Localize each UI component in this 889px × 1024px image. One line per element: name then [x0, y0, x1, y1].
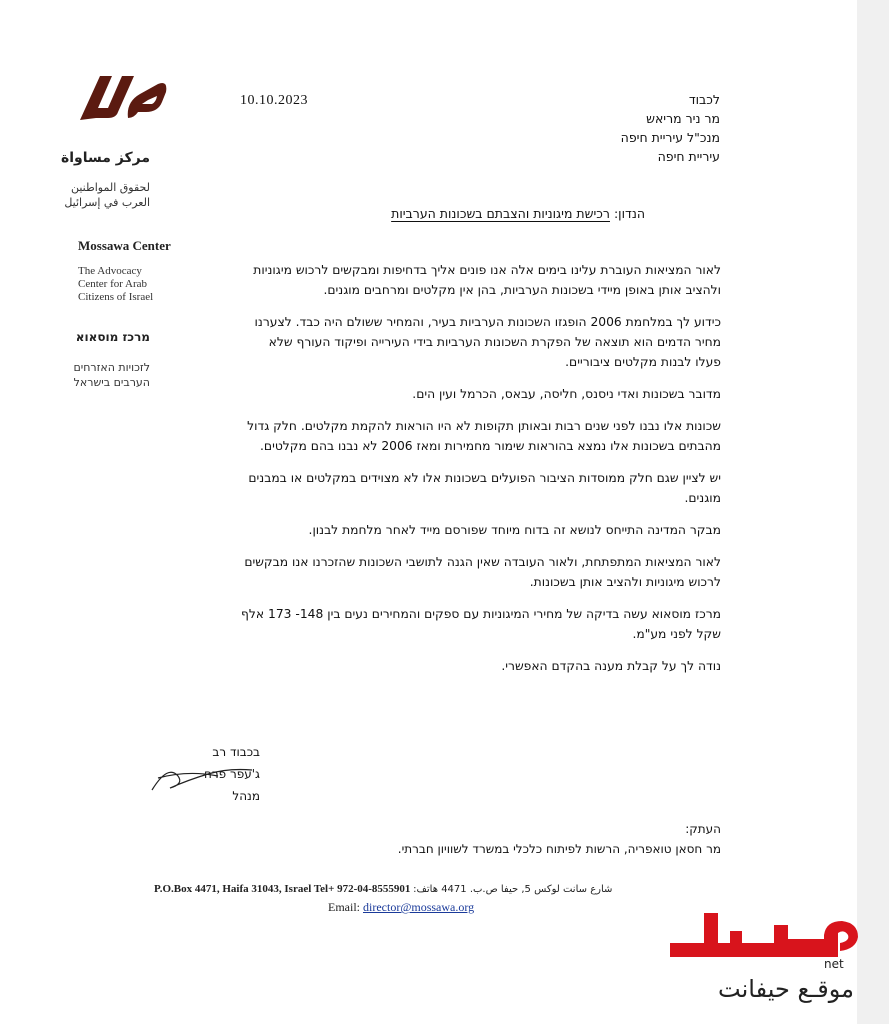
org-name-english: Mossawa Center: [78, 238, 171, 253]
org-subtitle-english-line: Citizens of Israel: [78, 291, 154, 303]
signature-name: ג'עפר פרח: [204, 767, 260, 781]
signature-closing: בכבוד רב: [212, 745, 260, 759]
body-paragraph: מדובר בשכונות ואדי ניסנס, חליסה, עבאס, הכרמל ועין הים.: [412, 387, 721, 401]
org-subtitle-hebrew: [30, 360, 150, 390]
org-subtitle-arabic: [30, 180, 150, 210]
org-subtitle-arabic-line: العرب في إسرائيل: [64, 196, 150, 209]
watermark-tagline: موقـع حيفانت: [718, 975, 854, 1003]
letter-body: [241, 260, 721, 688]
subject-text: רכישת מיגוניות והצבתם בשכונות הערביות: [391, 206, 610, 221]
letter-date: 10.10.2023: [240, 93, 308, 108]
org-name-arabic: مركز مساواة: [60, 150, 150, 166]
org-subtitle-arabic-line: لحقوق المواطنين: [70, 181, 150, 194]
org-subtitle-english: [78, 265, 198, 304]
recipient-block: [621, 90, 720, 166]
recipient-line: מנכ"ל עיריית חיפה: [620, 130, 720, 145]
watermark-haifa-text: Haifa: [700, 958, 741, 972]
body-paragraph: לאור המציאות העוברת עלינו בימים אלה אנו פונים אליך בדחיפות ומבקשים לרכוש מיגוניות ולהציב אותן באופן מיידי בשכונות הערביות, בהן אין מקלטים ומרחבים מוגנים.: [253, 263, 721, 297]
cc-block: [398, 819, 721, 859]
body-paragraph: לאור המציאות המתפתחת, ולאור העובדה שאין הגנה לתושבי השכונות שהזכרנו אנו מבקשים לרכוש מיגוניות ולהציב אותן בשכונות.: [244, 555, 721, 589]
footer-address-english: P.O.Box 4471, Haifa 31043, Israel Tel+ 972-04-8555901: [154, 883, 411, 895]
body-paragraph: נודה לך על קבלת מענה בהקדם האפשרי.: [501, 659, 721, 673]
page-margin-strip: [857, 0, 889, 1024]
body-paragraph: מבקר המדינה התייחס לנושא זה בדוח מיוחד שפורסם מייד לאחר מלחמת לבנון.: [308, 523, 721, 537]
footer-email: [328, 900, 474, 915]
org-subtitle-english-line: Center for Arab: [78, 278, 148, 290]
footer-address-arabic: شارع سانت لوكس 5, حيفا ص.ب. 4471 هاتف:: [413, 884, 613, 895]
recipient-line: מר ניר מריאש: [646, 111, 720, 126]
cc-line: מר חסאן טואפריה, הרשות לפיתוח כלכלי במשרד לשוויון חברתי.: [397, 842, 721, 856]
body-paragraph: מרכז מוסאוא עשה בדיקה של מחירי המיגוניות עם ספקים והמחירים נעים בין 148- 173 אלף שקל לפני מע"מ.: [241, 607, 721, 641]
signature-title: מנהל: [232, 789, 260, 803]
watermark-net-text: net: [824, 957, 844, 971]
org-subtitle-hebrew-line: הערבים בישראל: [73, 376, 150, 389]
mossawa-logo-icon: [78, 72, 170, 122]
org-subtitle-hebrew-line: לזכויות האזרחים: [73, 361, 150, 374]
handwritten-signature-icon: [148, 758, 258, 798]
recipient-line: עיריית חיפה: [657, 149, 720, 164]
org-name-hebrew: מרכז מוסאוא: [75, 330, 150, 344]
subject-prefix: הנדון:: [613, 206, 645, 221]
footer-address: [154, 883, 654, 895]
body-paragraph: כידוע לך במלחמת 2006 הופגזו השכונות הערביות בעיר, והמחיר ששולם היה כבד. לצערנו מחיר הדמים הוא תוצאה של הפקרת השכונות הערביות בידי העירייה ופיקוד העורף שלא פעלו לבנות מקלטים ציבוריים.: [254, 315, 721, 369]
body-paragraph: יש לציין שגם חלק ממוסדות הציבור הפועלים בשכונות אלו לא מצוידים במקלטים או במבנים מוגנים.: [248, 471, 721, 505]
body-paragraph: שכונות אלו נבנו לפני שנים רבות ובאותן תקופות לא היו הוראות להקמת מקלטים. חלק גדול מהבתים בשכונות אלו נמצא בהוראות שימור מחמירות ומאז 2006 לא נבנו בהם מקלטים.: [247, 419, 721, 453]
footer-email-link[interactable]: director@mossawa.org: [363, 900, 475, 914]
org-subtitle-english-line: The Advocacy: [78, 265, 142, 277]
cc-label: העתק:: [685, 822, 721, 836]
footer-email-label: Email:: [328, 900, 360, 914]
recipient-line: לכבוד: [688, 92, 720, 107]
subject-line: [391, 206, 645, 221]
